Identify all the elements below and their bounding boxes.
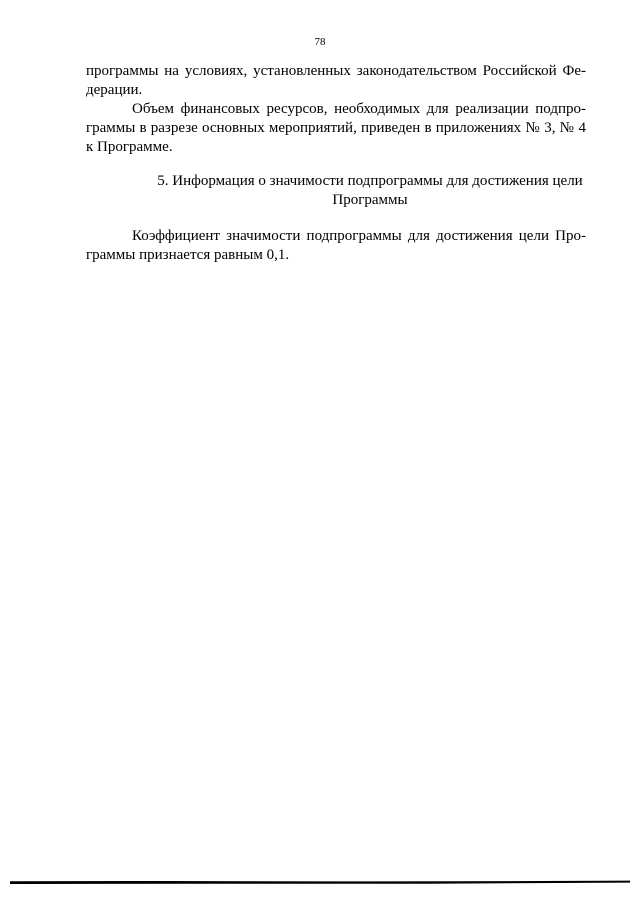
paragraph-line: программы на условиях, установленных законодательством Российской Фе-	[86, 63, 586, 79]
paragraph-line: дерации.	[86, 82, 143, 98]
paragraph-line: граммы признается равным 0,1.	[86, 247, 290, 263]
page-number: 78	[314, 36, 326, 48]
paragraph-line: к Программе.	[86, 139, 173, 155]
paragraph-line: граммы в разрезе основных мероприятий, приведен в приложениях № 3, № 4	[86, 120, 586, 136]
heading-line: Программы	[332, 192, 408, 208]
heading-line: 5. Информация о значимости подпрограммы для достижения цели	[157, 173, 583, 189]
paragraph-line: Объем финансовых ресурсов, необходимых для реализации подпро-	[132, 101, 586, 117]
bottom-scan-line	[10, 878, 630, 885]
paragraph-financial-resources	[86, 100, 586, 157]
document-body	[86, 62, 586, 265]
paragraph-significance-coefficient	[86, 227, 586, 265]
paragraph-line: Коэффициент значимости подпрограммы для достижения цели Про-	[132, 228, 586, 244]
section-5-heading	[86, 172, 586, 210]
paragraph-financing-terms	[86, 62, 586, 100]
